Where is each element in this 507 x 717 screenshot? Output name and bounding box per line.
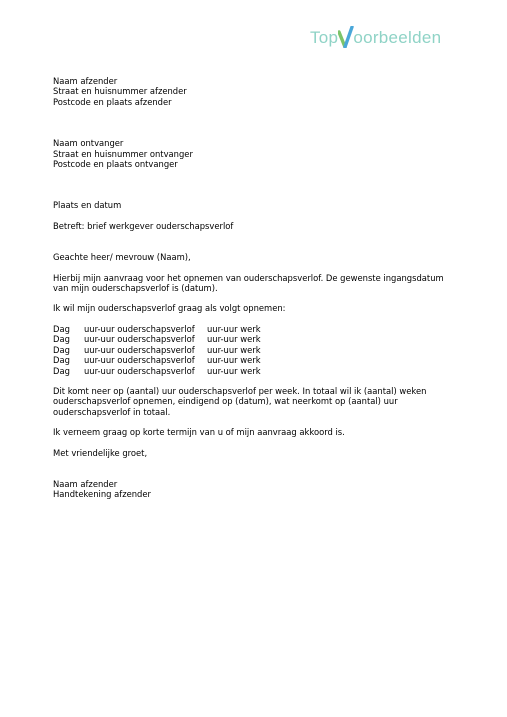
recipient-postcode: Postcode en plaats ontvanger <box>53 159 178 170</box>
schedule-leave-hours: uur-uur ouderschapsverlof <box>84 344 195 355</box>
closing: Met vriendelijke groet, <box>53 447 148 458</box>
recipient-name: Naam ontvanger <box>53 138 124 149</box>
schedule-row <box>53 345 453 355</box>
intro-paragraph: Hierbij mijn aanvraag voor het opnemen van ouderschapsverlof. De gewenste ingangsdatum van mijn ouderschapsverlof is (datum). <box>53 272 444 294</box>
v-checkmark-icon <box>338 26 354 48</box>
topvoorbeelden-logo <box>310 26 441 48</box>
schedule-row <box>53 324 453 334</box>
place-date: Plaats en datum <box>53 200 122 211</box>
sender-street: Straat en huisnummer afzender <box>53 86 187 97</box>
schedule-row <box>53 355 453 365</box>
schedule-leave-hours: uur-uur ouderschapsverlof <box>84 323 195 334</box>
sender-block <box>53 76 453 107</box>
schedule-work-hours: uur-uur werk <box>207 344 261 355</box>
schedule-day: Dag <box>53 344 70 355</box>
letter-body <box>53 76 453 500</box>
schedule-work-hours: uur-uur werk <box>207 334 261 345</box>
schedule-day: Dag <box>53 334 70 345</box>
schedule-work-hours: uur-uur werk <box>207 355 261 366</box>
schedule-leave-hours: uur-uur ouderschapsverlof <box>84 365 195 376</box>
schedule-day: Dag <box>53 355 70 366</box>
schedule-row <box>53 334 453 344</box>
schedule-intro: Ik wil mijn ouderschapsverlof graag als volgt opnemen: <box>53 303 286 314</box>
summary-paragraph: Dit komt neer op (aantal) uur ouderschapsverlof per week. In totaal wil ik (aantal) weken ouderschapsverlof opnemen, eindigend op (datum), wat neerkomt op (aantal) uur ouderschapsverlof in totaal. <box>53 385 427 417</box>
schedule-leave-hours: uur-uur ouderschapsverlof <box>84 334 195 345</box>
sender-name: Naam afzender <box>53 76 118 86</box>
logo-text-top: Top <box>310 28 339 47</box>
schedule-day: Dag <box>53 365 70 376</box>
schedule-table <box>53 324 453 376</box>
schedule-row <box>53 366 453 376</box>
logo-text-rest: oorbeelden <box>353 28 442 47</box>
schedule-work-hours: uur-uur werk <box>207 323 261 334</box>
schedule-day: Dag <box>53 323 70 334</box>
signature-label: Handtekening afzender <box>53 489 151 500</box>
recipient-block <box>53 138 453 169</box>
salutation: Geachte heer/ mevrouw (Naam), <box>53 252 191 263</box>
signature-name: Naam afzender <box>53 478 118 489</box>
subject-line: Betreft: brief werkgever ouderschapsverlof <box>53 220 234 231</box>
sender-postcode: Postcode en plaats afzender <box>53 96 172 107</box>
schedule-work-hours: uur-uur werk <box>207 365 261 376</box>
schedule-leave-hours: uur-uur ouderschapsverlof <box>84 355 195 366</box>
request-paragraph: Ik verneem graag op korte termijn van u of mijn aanvraag akkoord is. <box>53 427 345 438</box>
recipient-street: Straat en huisnummer ontvanger <box>53 148 193 159</box>
